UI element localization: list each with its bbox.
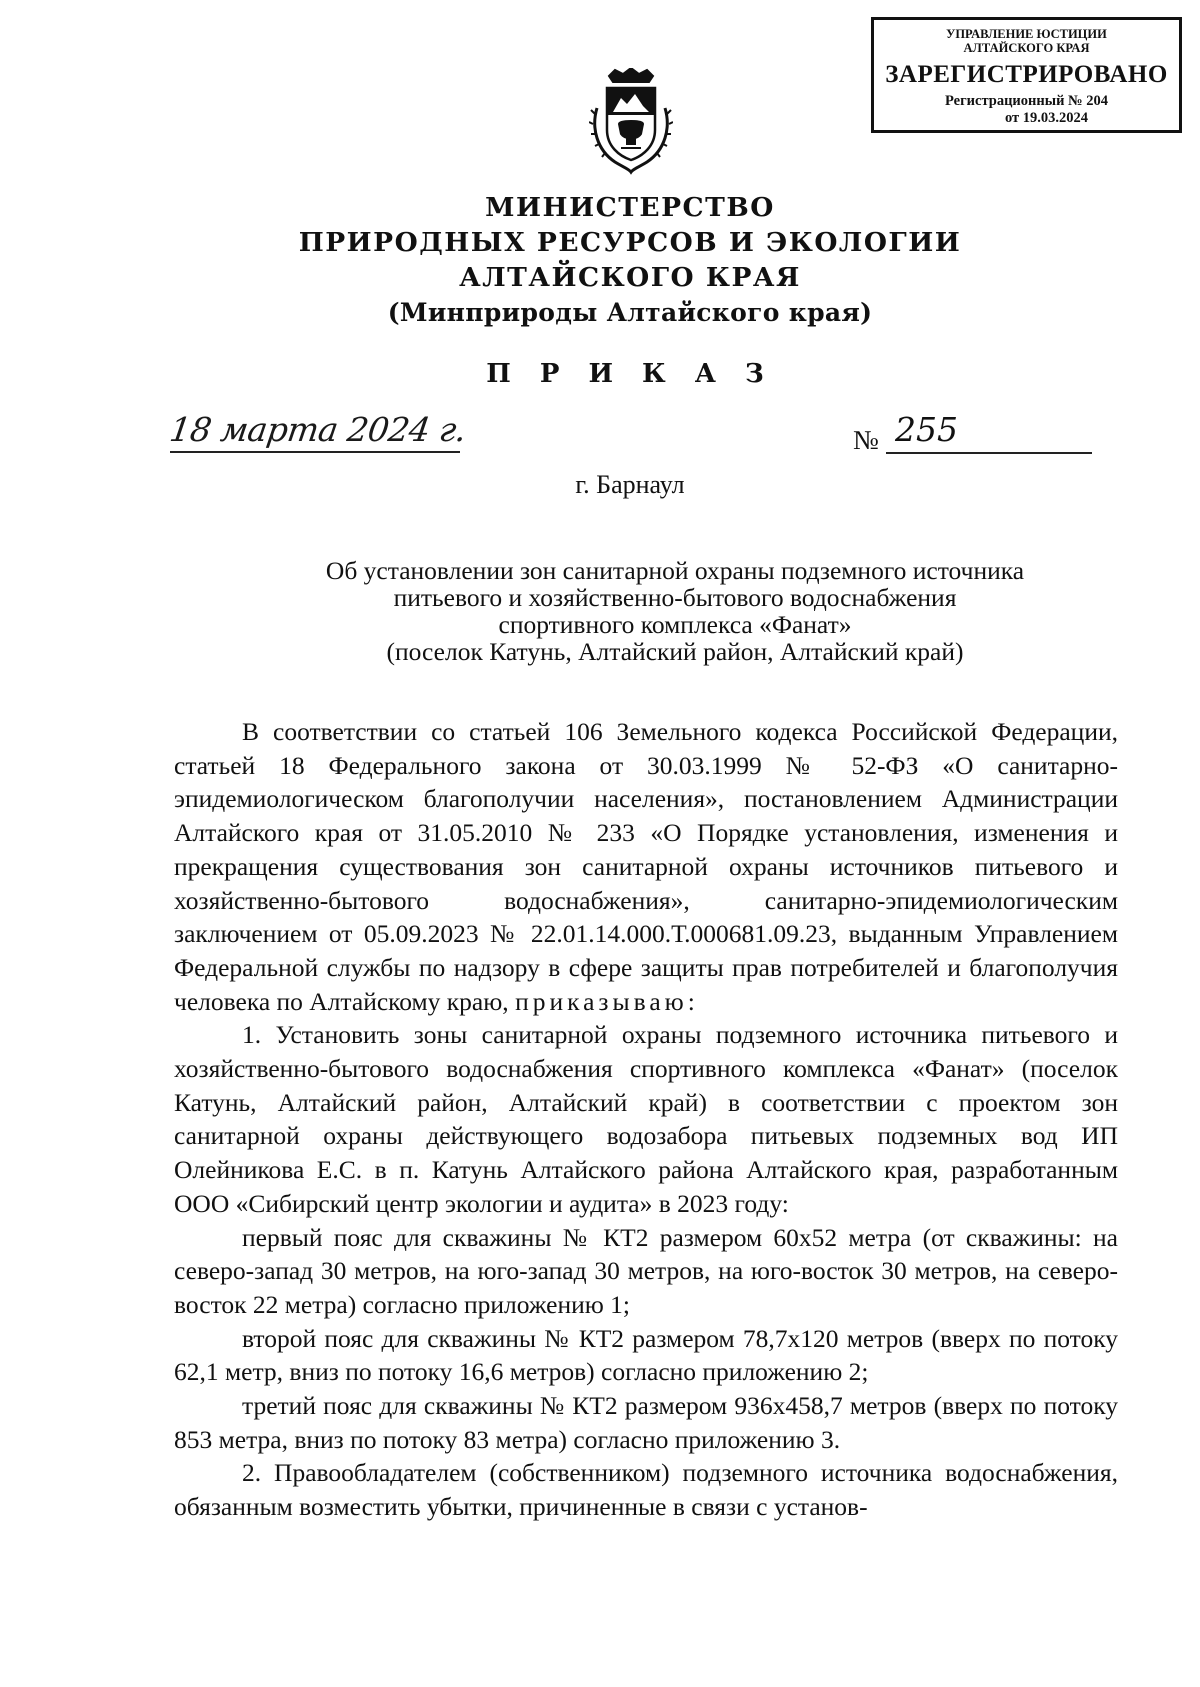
header-line1: МИНИСТЕРСТВО bbox=[485, 192, 775, 223]
item-1-paragraph: 1. Установить зоны санитарной охраны подземного источника питьевого и хозяйственно-бытового водоснабжения спортивного комплекса «Фанат» (поселок Катунь, Алтайский район, Алтайский край) в соответствии с проектом зон санитарной охраны действующего водозабора питьевых подземных вод ИП Олейникова Е.С. в п. Катунь Алтайского района Алтайского края, разработанным ООО «Сибирский центр экологии и аудита» в 2023 году: bbox=[174, 1020, 1118, 1218]
issue-city: г. Барнаул bbox=[575, 470, 685, 499]
document-type-title: П Р И К А З bbox=[486, 359, 774, 389]
preamble-paragraph bbox=[174, 715, 1118, 1018]
altai-krai-coat-of-arms-icon bbox=[589, 68, 673, 176]
number-underline bbox=[886, 452, 1092, 454]
subject-line3: спортивного комплекса «Фанат» bbox=[498, 610, 852, 639]
item-2-paragraph: 2. Правообладателем (собственником) подземного источника водоснабжения, обязанным возместить убытки, причиненные в связи с установ- bbox=[174, 1458, 1118, 1522]
stamp-organization bbox=[874, 27, 1179, 55]
belt-1-paragraph: первый пояс для скважины № КТ2 размером 60х52 метра (от скважины: на северо-запад 30 метров, на юго-запад 30 метров, на юго-восток 30 метров, на северо-восток 22 метра) согласно приложению 1; bbox=[174, 1222, 1118, 1319]
orders-word: приказываю: bbox=[515, 986, 699, 1016]
stamp-org-line1: УПРАВЛЕНИЕ ЮСТИЦИИ bbox=[946, 27, 1107, 41]
stamp-reg-number: Регистрационный № 204 bbox=[944, 93, 1108, 109]
registration-stamp bbox=[871, 17, 1182, 133]
header-line2: ПРИРОДНЫХ РЕСУРСОВ И ЭКОЛОГИИ bbox=[298, 227, 962, 258]
subject-line2: питьевого и хозяйственно-бытового водоснабжения bbox=[393, 583, 957, 612]
order-subject bbox=[272, 557, 1078, 665]
handwritten-date: 18 марта 2024 г. bbox=[167, 410, 469, 449]
subject-line4: (поселок Катунь, Алтайский район, Алтайский край) bbox=[386, 637, 964, 666]
order-body bbox=[174, 715, 1118, 1524]
stamp-org-line2: АЛТАЙСКОГО КРАЯ bbox=[963, 41, 1090, 55]
subject-line1: Об установлении зон санитарной охраны подземного источника bbox=[325, 556, 1025, 585]
belt-3-paragraph: третий пояс для скважины № КТ2 размером 936х458,7 метров (вверх по потоку 853 метра, вниз по потоку 83 метра) согласно приложению 3. bbox=[174, 1391, 1118, 1454]
stamp-status: ЗАРЕГИСТРИРОВАНО bbox=[885, 61, 1168, 88]
ministry-header bbox=[0, 190, 1200, 330]
header-line3: АЛТАЙСКОГО КРАЯ bbox=[459, 262, 801, 293]
stamp-registration bbox=[874, 93, 1179, 127]
belt-2-paragraph: второй пояс для скважины № КТ2 размером 78,7х120 метров (вверх по потоку 62,1 метр, вниз по потоку 16,6 метров) согласно приложению 2; bbox=[174, 1323, 1118, 1387]
date-underline bbox=[170, 451, 460, 453]
preamble-text: В соответствии со статьей 106 Земельного кодекса Российской Федерации, статьей 18 Федерального закона от 30.03.1999 № 52-ФЗ «О санитарно-эпидемиологическом благополучии населения», постановлением Администрации Алтайского края от 31.05.2010 № 233 «О Порядке установления, изменения и прекращения существования зон санитарной охраны источников питьевого и хозяйственно-бытового водоснабжения», санитарно-эпидемиологическим заключением от 05.09.2023 № 22.01.14.000.Т.000681.09.23, выданным Управлением Федеральной службы по надзору в сфере защиты прав потребителей и благополучия человека по Алтайскому краю, bbox=[174, 717, 1118, 1016]
handwritten-order-number: 255 bbox=[895, 410, 958, 449]
header-abbreviation: (Минприроды Алтайского края) bbox=[387, 298, 873, 327]
stamp-reg-date: от 19.03.2024 bbox=[1004, 110, 1089, 126]
order-number-label: № bbox=[853, 425, 879, 455]
